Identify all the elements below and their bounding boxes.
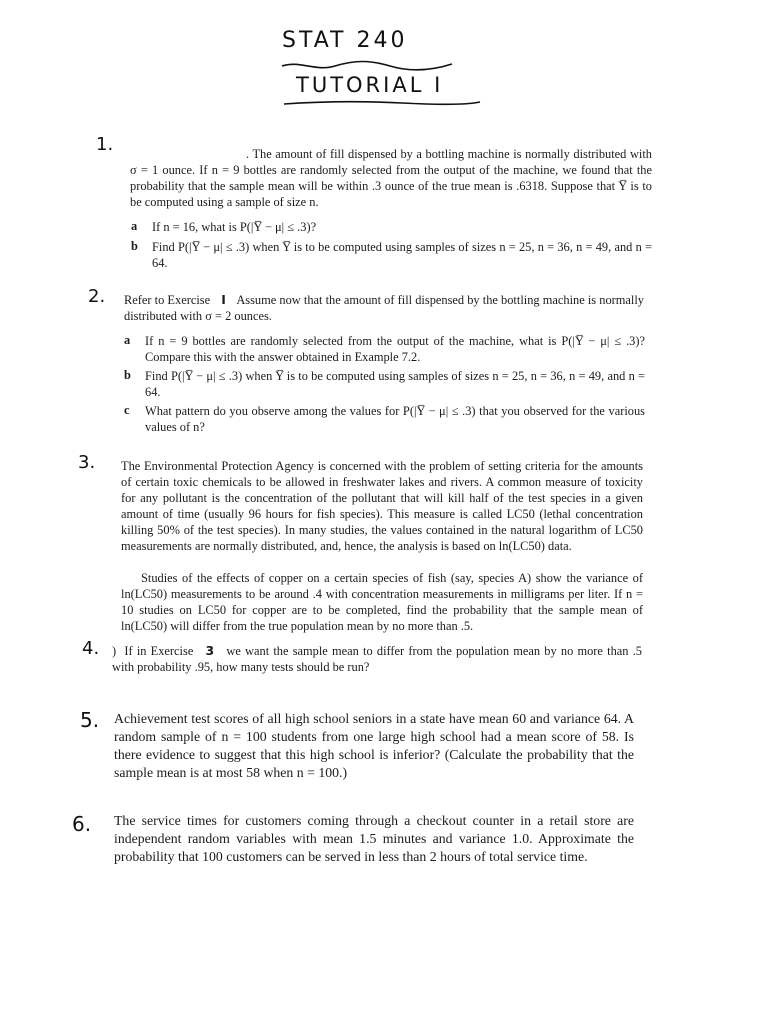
question-number-5: 5. xyxy=(80,708,100,732)
question-number-2: 2. xyxy=(88,286,106,307)
question-number-4: 4. xyxy=(82,638,100,659)
question-5-text: Achievement test scores of all high school seniors in a state have mean 60 and variance 64. A random sample of n = 100 students from one large high school had a mean score of 58. Is there evidence to suggest that this high school is inferior? (Calculate the probability that the sample mean is at most 58 when n = 100.) xyxy=(114,711,634,780)
question-2-part-b-text: Find P(|Y̅ − μ| ≤ .3) when Y̅ is to be computed using samples of sizes n = 25, n = 36, n = 49, and n = 64. xyxy=(145,369,645,399)
question-2-part-a-text: If n = 9 bottles are randomly selected from the output of the machine, what is P(|Y̅ − μ| ≤ .3)? Compare this with the answer obtained in Example 7.2. xyxy=(145,334,645,364)
question-1-part-b-label: b xyxy=(131,239,138,253)
question-2-text xyxy=(124,292,644,324)
tutorial-title: TUTORIAL I xyxy=(296,73,444,97)
question-number-6: 6. xyxy=(72,812,92,836)
question-2-part-b-label: b xyxy=(124,368,131,382)
question-2-part-a-label: a xyxy=(124,333,131,347)
question-4-text: ) If in Exercise 3 we want the sample mean to differ from the population mean by no more than .5 with probability .95, how many tests should be run? xyxy=(112,643,642,674)
question-1-part-b-text: Find P(|Y̅ − μ| ≤ .3) when Y̅ is to be computed using samples of sizes n = 25, n = 36, n = 49, and n = 64. xyxy=(152,240,652,270)
question-3-paragraph-1: The Environmental Protection Agency is concerned with the problem of setting criteria for the amounts of certain toxic chemicals to be allowed in freshwater lakes and rivers. A common measure of toxicity for any pollutant is the concentration of the pollutant that will kill half of the test species in a given amount of time (usually 96 hours for fish species). This measure is called LC50 (lethal concentration killing 50% of the test species). In many studies, the values contained in the natural logarithm of LC50 measurements are normally distributed, and, hence, the analysis is based on ln(LC50) data. xyxy=(121,459,643,553)
question-4-text-after: we want the sample mean to differ from the population mean by no more than .5 with probability .95, how many tests should be run? xyxy=(112,644,642,674)
question-1-part-a-text: If n = 16, what is P(|Y̅ − μ| ≤ .3)? xyxy=(152,220,317,234)
question-4-exercise-ref: 3 xyxy=(205,643,215,658)
question-2-part-c-text: What pattern do you observe among the values for P(|Y̅ − μ| ≤ .3) that you observed for the various values of n? xyxy=(145,404,645,434)
title-underline-squiggle xyxy=(280,58,455,74)
question-number-3: 3. xyxy=(78,452,96,473)
question-number-1: 1. xyxy=(96,134,114,155)
question-2-text-after: Assume now that the amount of fill dispensed by the bottling machine is normally distributed with σ = 2 ounces. xyxy=(124,293,644,323)
course-title: STAT 240 xyxy=(282,28,408,53)
question-3-paragraph-2: Studies of the effects of copper on a certain species of fish (say, species A) show the variance of ln(LC50) measurements to be around .4 with concentration measurements in milligrams per liter. If n = 10 studies on LC50 for copper are to be completed, find the probability that the sample mean of ln(LC50) will differ from the true population mean by no more than .5. xyxy=(121,571,643,633)
tutorial-underline xyxy=(282,98,482,108)
question-2-text-before: Refer to Exercise xyxy=(124,293,211,307)
question-6-text: The service times for customers coming through a checkout counter in a retail store are independent random variables with mean 1.5 minutes and variance 1.0. Approximate the probability that 100 customers can be served in less than 2 hours of total service time. xyxy=(114,813,634,864)
question-1-text: . The amount of fill dispensed by a bottling machine is normally distributed with σ = 1 ounce. If n = 9 bottles are randomly selected from the output of the machine, we found that the probability that the sample mean will be within .3 ounce of the true mean is .6318. Suppose that Y̅ is to be computed using a sample of size n. xyxy=(130,147,652,209)
question-4-text-before: If in Exercise xyxy=(124,644,194,658)
question-1-part-a-label: a xyxy=(131,219,138,233)
question-2-part-c-label: c xyxy=(124,403,130,417)
question-2-exercise-ref: I xyxy=(221,292,226,307)
